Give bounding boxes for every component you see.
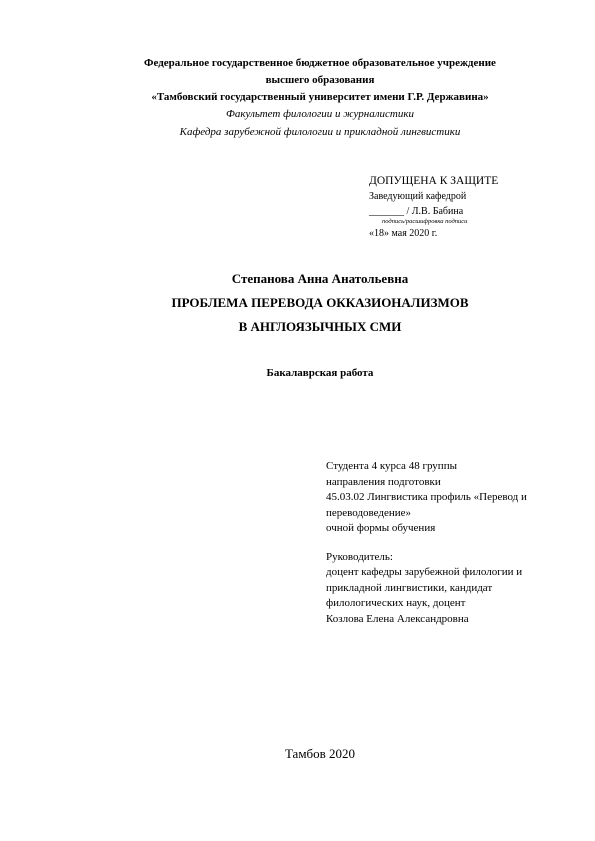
city-year: Тамбов 2020 <box>284 746 356 761</box>
approval-block <box>369 174 569 241</box>
approval-signature-hint: подпись/расшифровка подписи <box>382 218 468 225</box>
institution-line-2: высшего образования <box>265 74 375 86</box>
student-info-line: 45.03.02 Лингвистика профиль «Перевод и <box>326 491 527 503</box>
approval-position: Заведующий кафедрой <box>369 191 467 202</box>
approval-date: «18» мая 2020 г. <box>369 228 438 239</box>
spacer <box>326 537 571 550</box>
supervisor-info-line: доцент кафедры зарубежной филологии и <box>326 566 523 578</box>
student-info-line: очной формы обучения <box>326 522 436 534</box>
approval-title: ДОПУЩЕНА К ЗАЩИТЕ <box>369 175 499 187</box>
student-info-line: переводоведение» <box>326 506 412 519</box>
student-info-line: направления подготовки <box>326 475 441 488</box>
approval-signature-line: _______ / Л.В. Бабина <box>369 206 464 217</box>
university-name: «Тамбовский государственный университет имени Г.Р. Державина» <box>151 91 489 103</box>
supervisor-name: Козлова Елена Александровна <box>326 612 469 625</box>
author-name: Степанова Анна Анатольевна <box>231 271 409 286</box>
faculty-name: Факультет филологии и журналистики <box>226 108 414 120</box>
thesis-title-line-2: В АНГЛОЯЗЫЧНЫХ СМИ <box>238 319 402 334</box>
thesis-title-line-1: ПРОБЛЕМА ПЕРЕВОДА ОККАЗИОНАЛИЗМОВ <box>171 295 469 310</box>
department-name: Кафедра зарубежной филологии и прикладной лингвистики <box>179 126 461 138</box>
work-type: Бакалаврская работа <box>266 367 374 379</box>
student-info-line: Студента 4 курса 48 группы <box>326 460 457 472</box>
supervisor-info-line: прикладной лингвистики, кандидат <box>326 581 493 594</box>
supervisor-info-line: филологических наук, доцент <box>326 597 466 609</box>
institution-line-1: Федеральное государственное бюджетное образовательное учреждение <box>144 57 496 69</box>
student-info-block <box>326 459 571 627</box>
supervisor-label: Руководитель: <box>326 550 393 563</box>
